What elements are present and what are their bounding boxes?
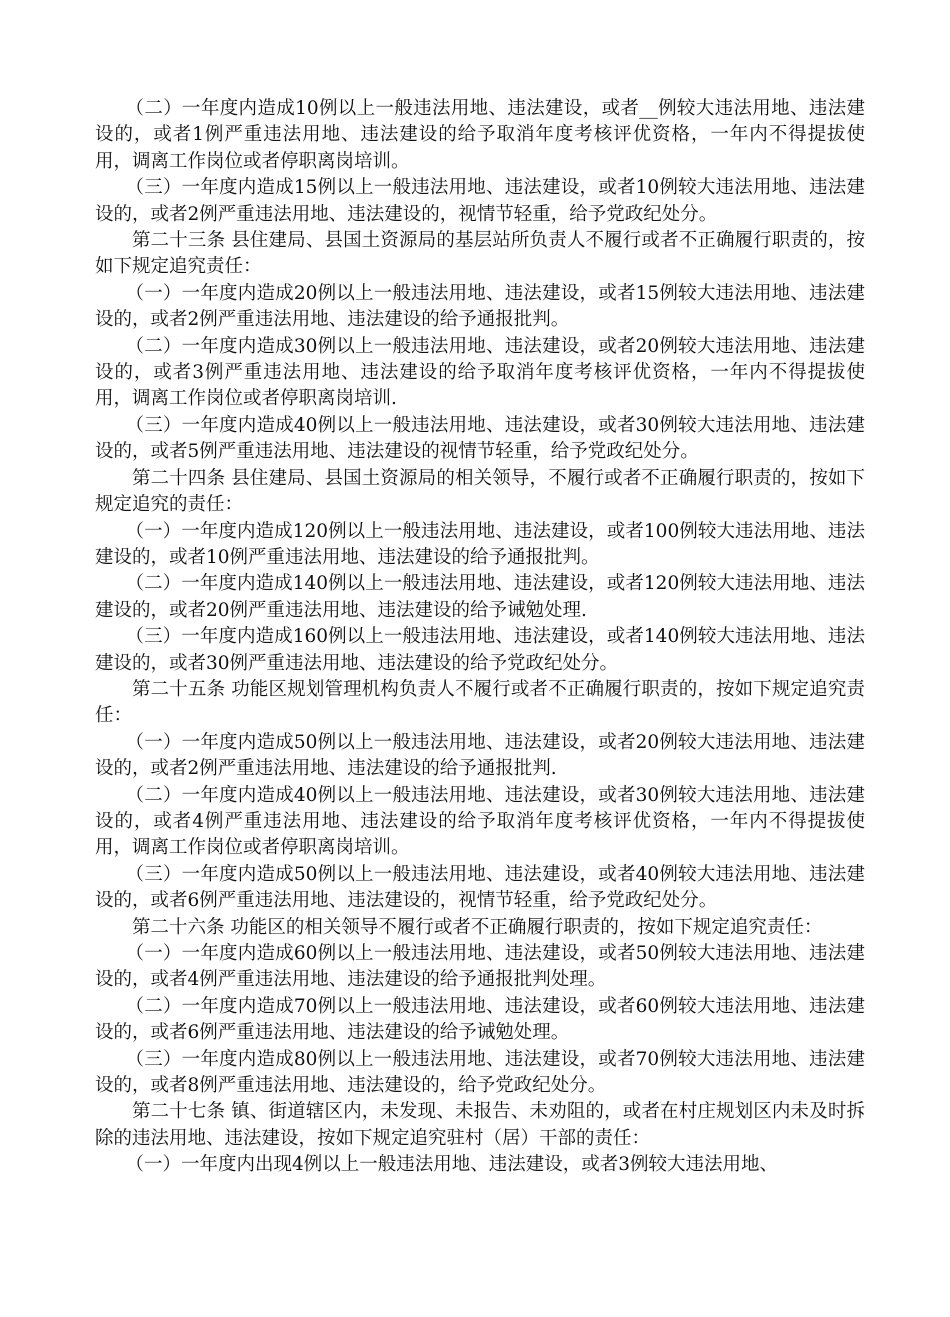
article-25-heading: 第二十五条 功能区规划管理机构负责人不履行或者不正确履行职责的，按如下规定追究责任： <box>95 678 865 727</box>
article-24-heading: 第二十四条 县住建局、县国土资源局的相关领导，不履行或者不正确履行职责的，按如下规定追究的责任： <box>95 467 865 516</box>
paragraph-10: （三）一年度内造成160例以上一般违法用地、违法建设，或者140例较大违法用地、违法建设的，或者30例严重违法用地、违法建设的给予党政纪处分。 <box>95 626 865 674</box>
paragraph-16: （一）一年度内造成60例以上一般违法用地、违法建设，或者50例较大违法用地、违法建设的，或者4例严重违法用地、违法建设的给予通报批判处理。 <box>95 943 865 991</box>
paragraph-18: （三）一年度内造成80例以上一般违法用地、违法建设，或者70例较大违法用地、违法建设的，或者8例严重违法用地、违法建设的，给予党政纪处分。 <box>95 1048 865 1097</box>
paragraph-17: （二）一年度内造成70例以上一般违法用地、违法建设，或者60例较大违法用地、违法建设的，或者6例严重违法用地、违法建设的给予诫勉处理。 <box>95 995 865 1044</box>
paragraph-20: （一）一年度内出现4例以上一般违法用地、违法建设，或者3例较大违法用地、 <box>125 1154 779 1176</box>
document-body <box>95 96 865 1179</box>
paragraph-12: （一）一年度内造成50例以上一般违法用地、违法建设，或者20例较大违法用地、违法建设的，或者2例严重违法用地、违法建设的给予通报批判. <box>95 731 865 780</box>
paragraph-14: （三）一年度内造成50例以上一般违法用地、违法建设，或者40例较大违法用地、违法建设的，或者6例严重违法用地、违法建设的，视情节轻重，给予党政纪处分。 <box>95 863 865 912</box>
article-23-heading: 第二十三条 县住建局、县国土资源局的基层站所负责人不履行或者不正确履行职责的，按如下规定追究责任： <box>95 230 865 278</box>
paragraph-5: （二）一年度内造成30例以上一般违法用地、违法建设，或者20例较大违法用地、违法建设的，或者3例严重违法用地、违法建设的给予取消年度考核评优资格，一年内不得提拔使用，调离工作岗位或者停职离岗培训. <box>95 335 865 410</box>
paragraph-2: （三）一年度内造成15例以上一般违法用地、违法建设，或者10例较大违法用地、违法建设的，或者2例严重违法用地、违法建设的，视情节轻重，给予党政纪处分。 <box>95 177 865 225</box>
paragraph-6: （三）一年度内造成40例以上一般违法用地、违法建设，或者30例较大违法用地、违法建设的，或者5例严重违法用地、违法建设的视情节轻重，给予党政纪处分。 <box>95 414 865 463</box>
paragraph-1: （二）一年度内造成10例以上一般违法用地、违法建设，或者__例较大违法用地、违法建设的，或者1例严重违法用地、违法建设的给予取消年度考核评优资格，一年内不得提拔使用，调离工作岗位或者停职离岗培训。 <box>95 98 865 172</box>
article-26-heading: 第二十六条 功能区的相关领导不履行或者不正确履行职责的，按如下规定追究责任： <box>132 916 823 938</box>
paragraph-9: （二）一年度内造成140例以上一般违法用地、违法建设，或者120例较大违法用地、违法建设的，或者20例严重违法用地、违法建设的给予诫勉处理. <box>95 573 865 621</box>
article-27-heading: 第二十七条 镇、街道辖区内，未发现、未报告、未劝阻的，或者在村庄规划区内未及时拆除的违法用地、违法建设，按如下规定追究驻村（居）干部的责任： <box>95 1101 865 1149</box>
paragraph-13: （二）一年度内造成40例以上一般违法用地、违法建设，或者30例较大违法用地、违法建设的，或者4例严重违法用地、违法建设的给予取消年度考核评优资格，一年内不得提拔使用，调离工作岗位或者停职离岗培训。 <box>95 784 865 859</box>
paragraph-8: （一）一年度内造成120例以上一般违法用地、违法建设，或者100例较大违法用地、违法建设的，或者10例严重违法用地、违法建设的给予通报批判。 <box>95 520 865 568</box>
paragraph-4: （一）一年度内造成20例以上一般违法用地、违法建设，或者15例较大违法用地、违法建设的，或者2例严重违法用地、违法建设的给予通报批判。 <box>95 282 865 331</box>
